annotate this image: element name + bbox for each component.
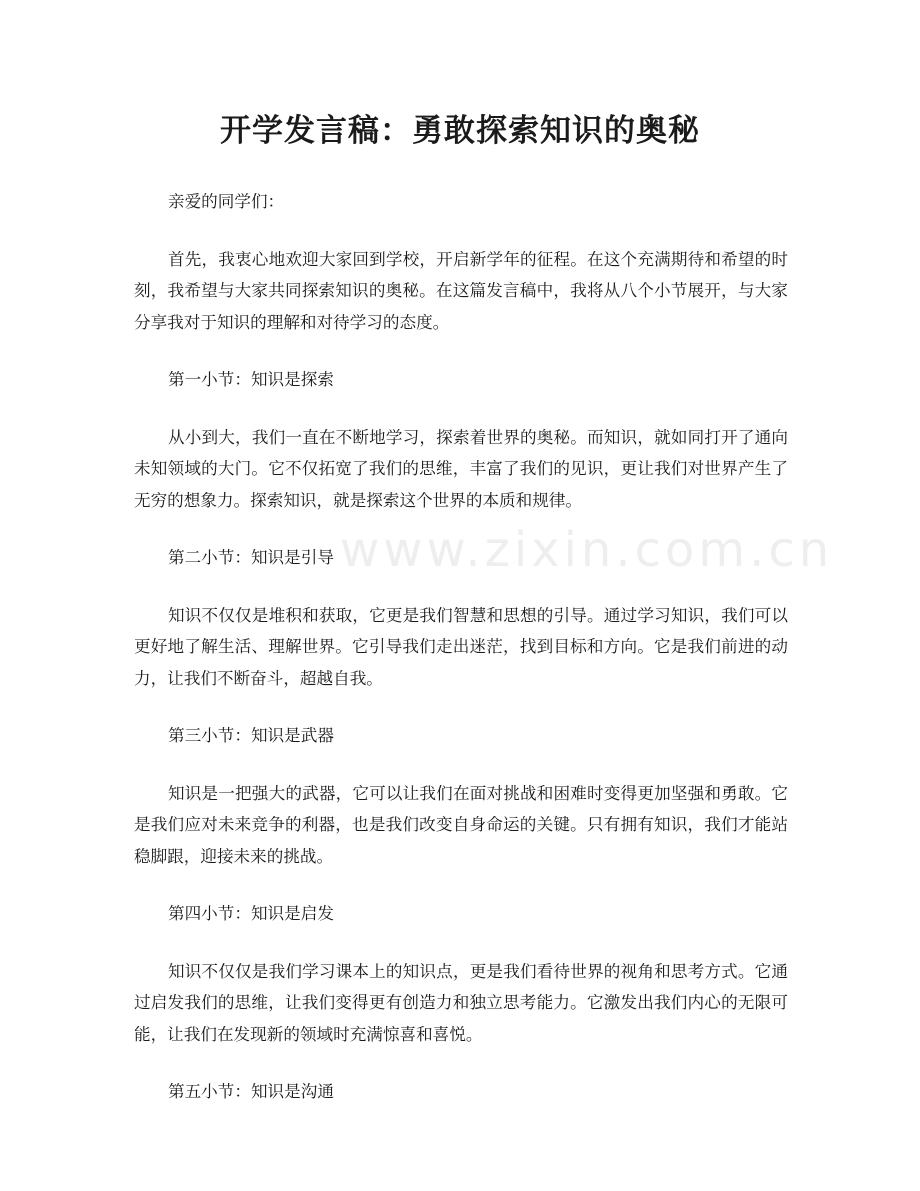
intro-paragraph: 首先，我衷心地欢迎大家回到学校，开启新学年的征程。在这个充满期待和希望的时刻，我希望与大家共同探索知识的奥秘。在这篇发言稿中，我将从八个小节展开，与大家分享我对于知识的理解和对待学习的态度。 xyxy=(134,249,788,332)
section-paragraph: 从小到大，我们一直在不断地学习，探索着世界的奥秘。而知识，就如同打开了通向未知领域的大门。它不仅拓宽了我们的思维，丰富了我们的见识，更让我们对世界产生了无穷的想象力。探索知识，就是探索这个世界的本质和规律。 xyxy=(134,427,788,510)
section-paragraph: 知识不仅仅是堆积和获取，它更是我们智慧和思想的引导。通过学习知识，我们可以更好地了解生活、理解世界。它引导我们走出迷茫，找到目标和方向。它是我们前进的动力，让我们不断奋斗，超越自我。 xyxy=(134,605,788,688)
document-body xyxy=(134,186,834,1108)
section-heading: 第五小节：知识是沟通 xyxy=(168,1082,334,1101)
watermark: www.zixin.com.cn xyxy=(340,522,834,578)
document-title: 开学发言稿：勇敢探索知识的奥秘 xyxy=(220,113,700,149)
section-paragraph: 知识是一把强大的武器，它可以让我们在面对挑战和困难时变得更加坚强和勇敢。它是我们应对未来竞争的利器，也是我们改变自身命运的关键。只有拥有知识，我们才能站稳脚跟，迎接未来的挑战。 xyxy=(134,783,788,866)
section-heading: 第一小节：知识是探索 xyxy=(168,370,334,389)
section-heading: 第四小节：知识是启发 xyxy=(168,904,334,923)
greeting: 亲爱的同学们： xyxy=(168,192,285,211)
section-heading: 第二小节：知识是引导 xyxy=(168,548,334,567)
section-heading: 第三小节：知识是武器 xyxy=(168,726,334,745)
section-paragraph: 知识不仅仅是我们学习课本上的知识点，更是我们看待世界的视角和思考方式。它通过启发我们的思维，让我们变得更有创造力和独立思考能力。它激发出我们内心的无限可能，让我们在发现新的领域时充满惊喜和喜悦。 xyxy=(134,961,788,1044)
